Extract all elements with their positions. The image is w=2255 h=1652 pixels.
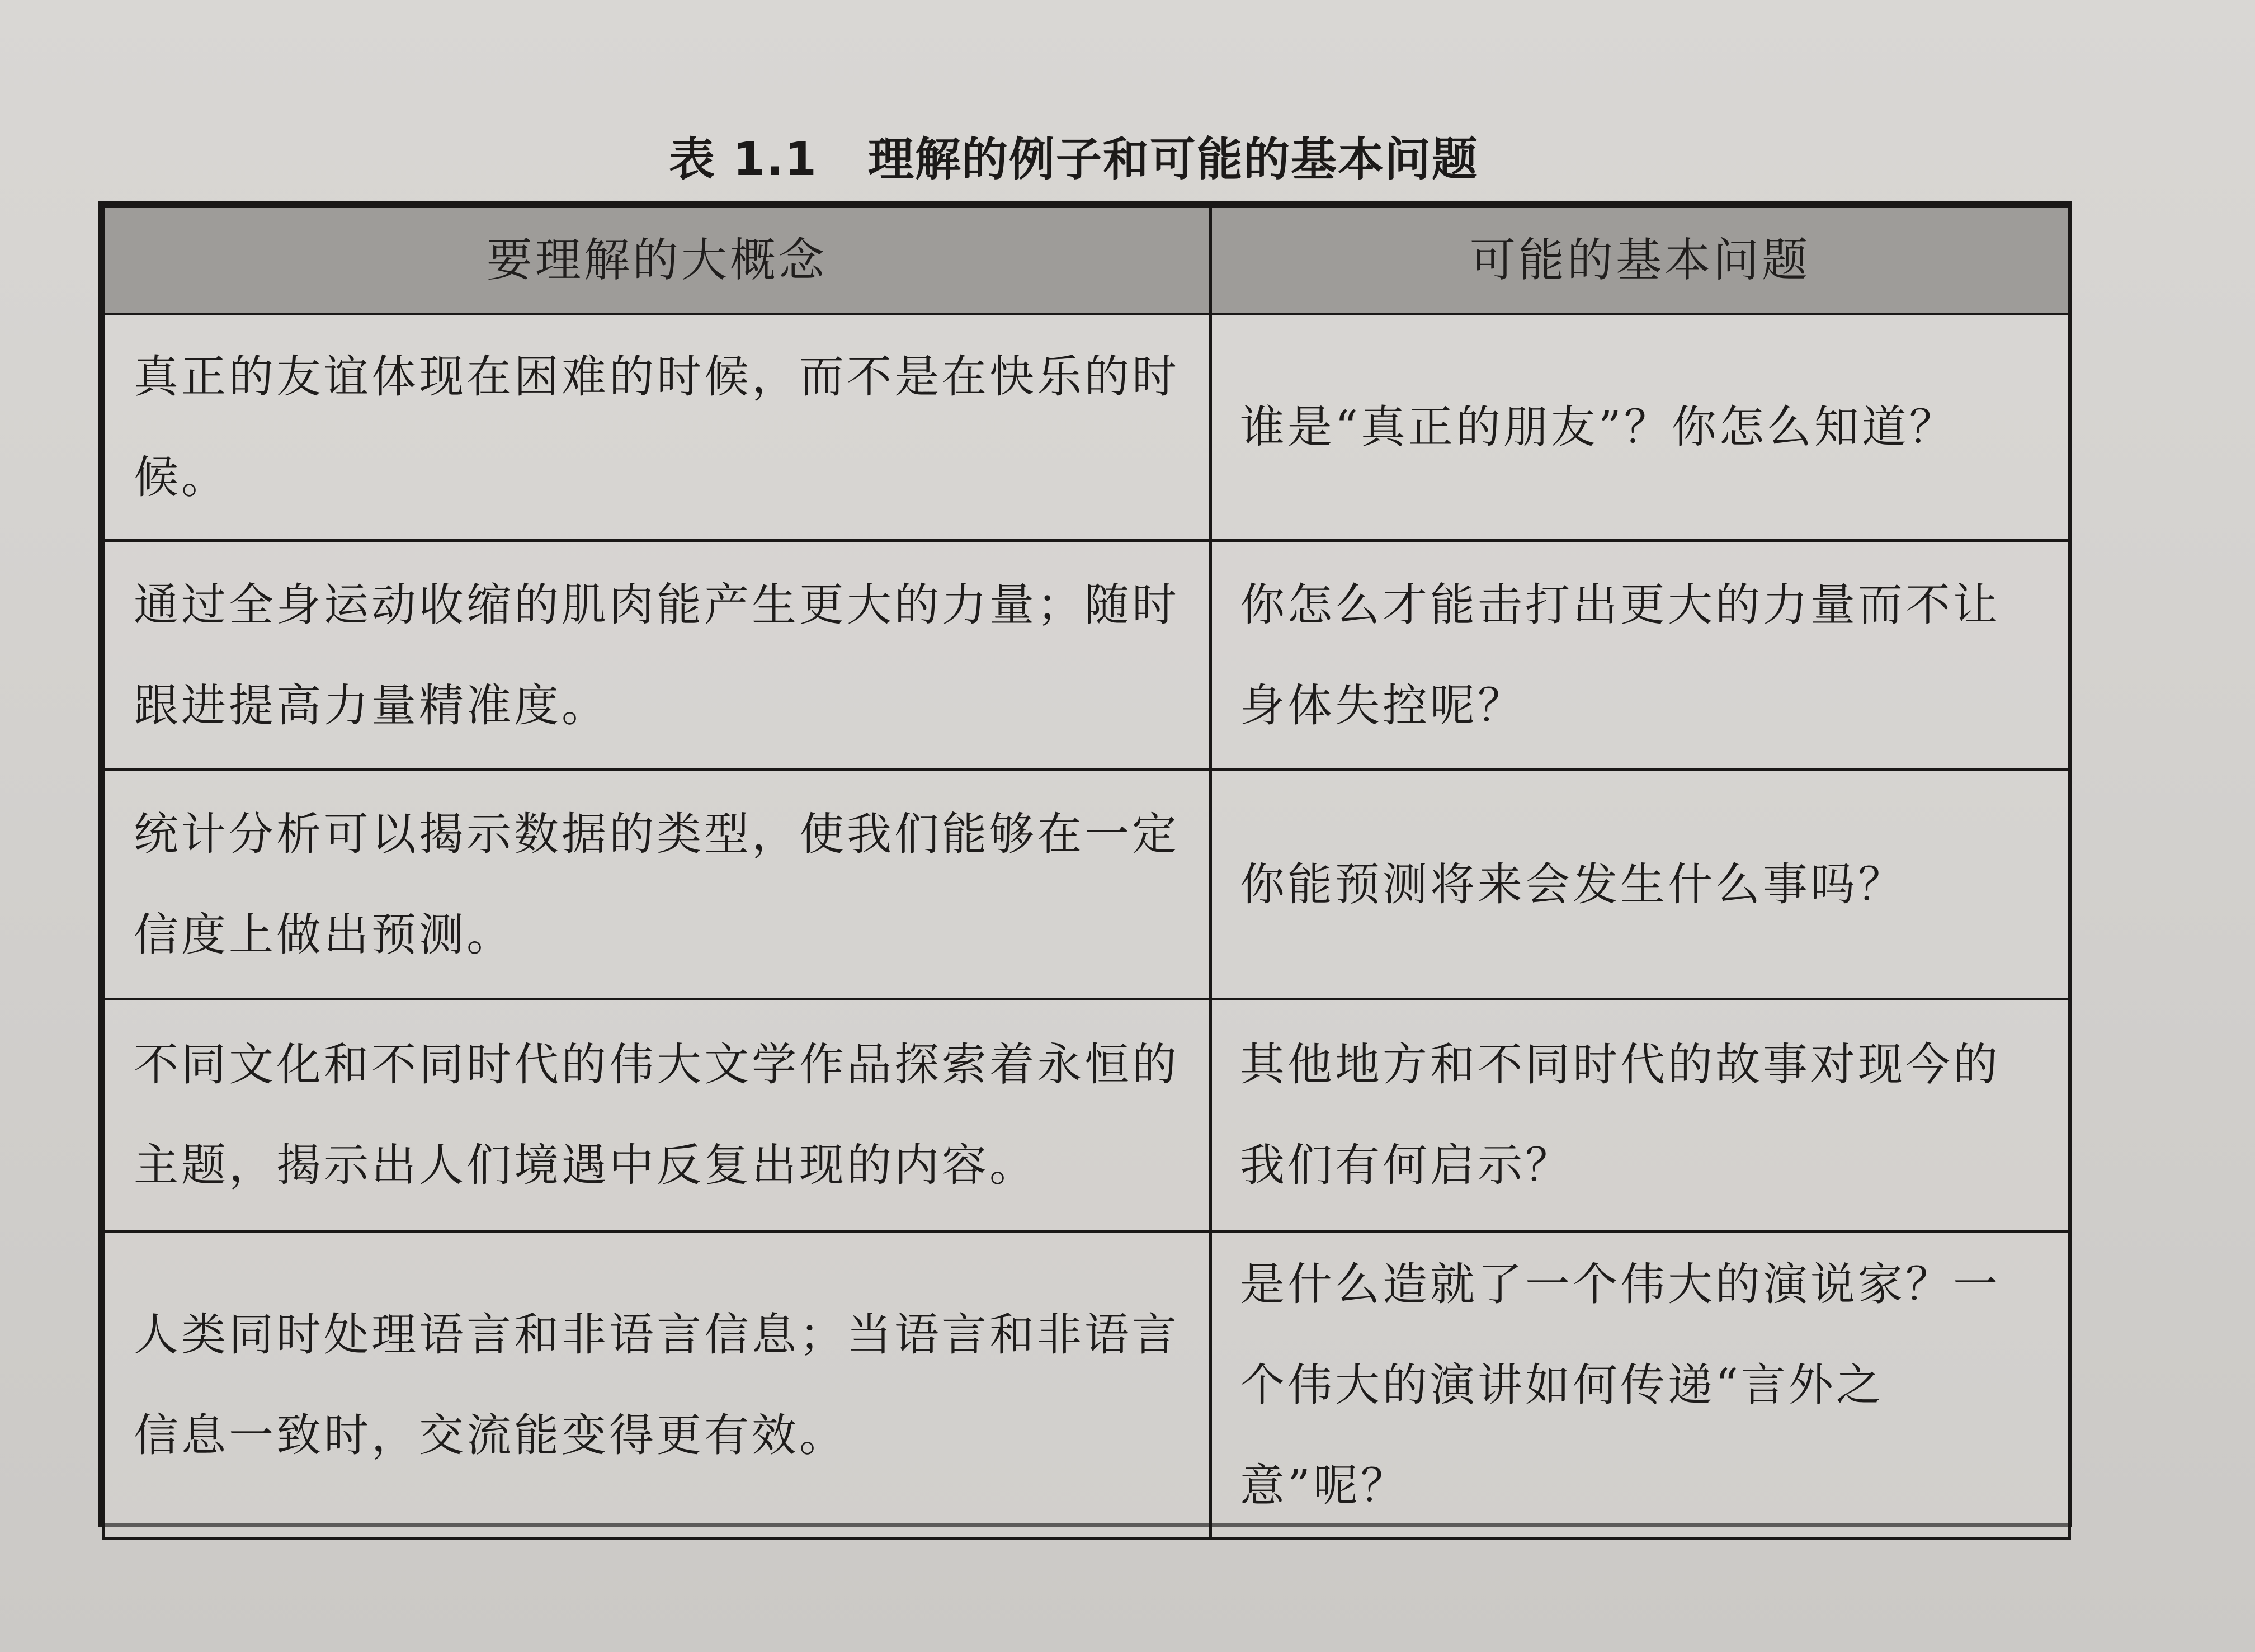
concept-cell: 统计分析可以揭示数据的类型，使我们能够在一定信度上做出预测。 <box>103 770 1211 999</box>
header-big-ideas: 要理解的大概念 <box>103 207 1211 314</box>
table-row <box>103 999 2070 1231</box>
table-title: 理解的例子和可能的基本问题 <box>867 133 1479 186</box>
question-cell: 其他地方和不同时代的故事对现今的我们有何启示？ <box>1211 999 2070 1231</box>
table-caption <box>0 123 2148 188</box>
table-row <box>103 314 2070 541</box>
table-header-row <box>103 207 2070 314</box>
table-row <box>103 541 2070 770</box>
table-row <box>103 1231 2070 1539</box>
concept-cell: 真正的友谊体现在困难的时候，而不是在快乐的时候。 <box>103 314 1211 541</box>
question-cell: 是什么造就了一个伟大的演说家？一个伟大的演讲如何传递“言外之意”呢？ <box>1211 1231 2070 1539</box>
concept-cell: 通过全身运动收缩的肌肉能产生更大的力量；随时跟进提高力量精准度。 <box>103 541 1211 770</box>
question-cell: 你怎么才能击打出更大的力量而不让身体失控呢？ <box>1211 541 2070 770</box>
table-row <box>103 770 2070 999</box>
question-cell: 你能预测将来会发生什么事吗？ <box>1211 770 2070 999</box>
table-number: 表 1.1 <box>669 133 818 186</box>
concept-cell: 不同文化和不同时代的伟大文学作品探索着永恒的主题，揭示出人们境遇中反复出现的内容。 <box>103 999 1211 1231</box>
concept-question-table <box>98 201 2072 1527</box>
header-essential-questions: 可能的基本问题 <box>1211 207 2070 314</box>
concept-cell: 人类同时处理语言和非语言信息；当语言和非语言信息一致时，交流能变得更有效。 <box>103 1231 1211 1539</box>
question-cell: 谁是“真正的朋友”？你怎么知道？ <box>1211 314 2070 541</box>
